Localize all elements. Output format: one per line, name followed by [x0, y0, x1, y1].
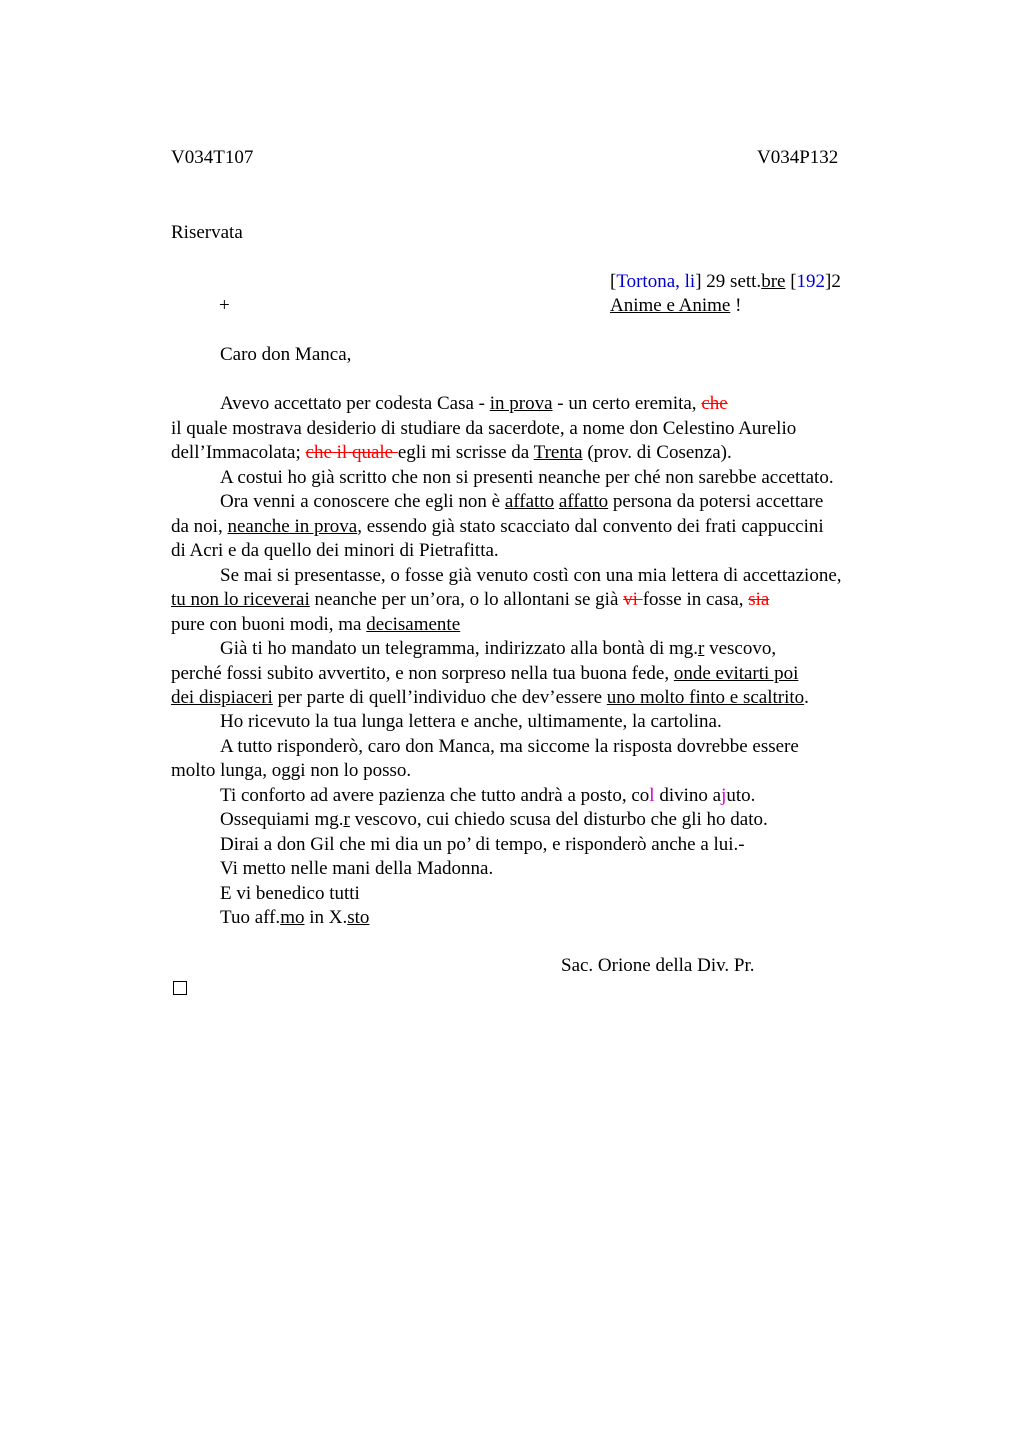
body-line [220, 490, 823, 515]
editorial-year: 192 [796, 271, 826, 292]
underlined-text: dei dispiaceri [171, 687, 273, 708]
body-line [171, 686, 809, 711]
underlined-text: sto [347, 907, 370, 928]
text: - un certo eremita, [552, 393, 702, 414]
body-line [171, 588, 769, 613]
body-line: Ho ricevuto la tua lunga lettera e anche, ultimamente, la cartolina. [220, 711, 722, 732]
underlined-text: tu non lo riceverai [171, 589, 310, 610]
text: da noi, [171, 516, 228, 537]
underlined-text: onde evitarti poi [673, 663, 799, 684]
deleted-text: che [701, 393, 728, 414]
text: per parte di quell’individuo che dev’essere [272, 687, 607, 708]
body-line: Vi metto nelle mani della Madonna. [220, 858, 494, 879]
classification-label: Riservata [171, 222, 243, 243]
document-code-right: V034P132 [757, 147, 839, 168]
text: vescovo, cui chiedo scusa del disturbo che gli ho dato. [349, 809, 768, 830]
underlined-text: decisamente [366, 614, 461, 635]
body-line [220, 637, 776, 662]
body-line [220, 906, 369, 931]
underlined-text: affatto [558, 491, 609, 512]
text: Già ti ho mandato un telegramma, indirizzato alla bontà di mg. [220, 638, 699, 659]
bracket: [ [610, 271, 617, 292]
motto [610, 295, 741, 317]
text: , essendo già stato scacciato dal convento dei frati cappuccini [357, 516, 824, 537]
underlined-text: r [343, 809, 350, 830]
month-suffix: bre [761, 271, 786, 292]
body-line [220, 808, 768, 833]
motto-text: Anime e Anime [610, 295, 731, 316]
bracket: [ [785, 271, 797, 292]
text: egli mi scrisse da [397, 442, 534, 463]
text: Ossequiami mg. [220, 809, 344, 830]
body-line: di Acri e da quello dei minori di Pietrafitta. [171, 540, 499, 561]
body-line [171, 441, 732, 466]
underlined-text: r [698, 638, 705, 659]
deleted-text: che il quale [305, 442, 398, 463]
text: . [804, 687, 809, 708]
body-line [171, 662, 798, 687]
text: Tuo aff. [220, 907, 281, 928]
signature: Sac. Orione della Div. Pr. [561, 955, 755, 976]
body-line [171, 613, 460, 638]
text: fosse in casa, [642, 589, 749, 610]
text: Ti conforto ad avere pazienza che tutto andrà a posto, co [220, 785, 650, 806]
corrected-letter: l [649, 785, 655, 806]
empty-checkbox-icon [173, 981, 187, 995]
editorial-place: Tortona, li [616, 271, 696, 292]
text: persona da potersi accettare [608, 491, 824, 512]
body-line: A costui ho già scritto che non si presenti neanche per ché non sarebbe accettato. [220, 467, 834, 488]
body-line [171, 515, 824, 540]
text: Ora venni a conoscere che egli non è [220, 491, 505, 512]
body-line [220, 784, 755, 809]
text: neanche per un’ora, o lo allontani se già [309, 589, 624, 610]
salutation: Caro don Manca, [220, 344, 352, 365]
underlined-text: neanche in prova [227, 516, 358, 537]
text: (prov. di Cosenza). [582, 442, 732, 463]
text: perché fossi subito avvertito, e non sorpreso nella tua buona fede, [171, 663, 674, 684]
body-line: A tutto risponderò, caro don Manca, ma siccome la risposta dovrebbe essere [220, 736, 799, 757]
body-line: il quale mostrava desiderio di studiare da sacerdote, a nome don Celestino Aurelio [171, 418, 797, 439]
body-line: molto lunga, oggi non lo posso. [171, 760, 412, 781]
document-code-left: V034T107 [171, 147, 254, 168]
corrected-letter: j [721, 785, 727, 806]
year-end: ]2 [825, 271, 841, 292]
motto-suffix: ! [730, 295, 742, 316]
text: in X. [304, 907, 348, 928]
underlined-text: uno molto finto e scaltrito [606, 687, 805, 708]
dateline [610, 271, 841, 293]
deleted-text: vi [623, 589, 643, 610]
text: pure con buoni modi, ma [171, 614, 367, 635]
body-line: E vi benedico tutti [220, 883, 360, 904]
text: divino a [654, 785, 722, 806]
underlined-text: Trenta [533, 442, 583, 463]
deleted-text: sia [748, 589, 770, 610]
cross-symbol: + [219, 295, 230, 316]
text: Avevo accettato per codesta Casa - [220, 393, 490, 414]
body-line [220, 392, 728, 417]
text: uto. [726, 785, 756, 806]
underlined-text: affatto [504, 491, 555, 512]
text: vescovo, [704, 638, 777, 659]
body-line: Dirai a don Gil che mi dia un po’ di tempo, e risponderò anche a lui.- [220, 834, 745, 855]
text: dell’Immacolata; [171, 442, 306, 463]
body-line: Se mai si presentasse, o fosse già venuto costì con una mia lettera di accettazione, [220, 565, 842, 586]
underlined-text: mo [280, 907, 305, 928]
underlined-text: in prova [489, 393, 553, 414]
date-text: ] 29 sett. [695, 271, 762, 292]
